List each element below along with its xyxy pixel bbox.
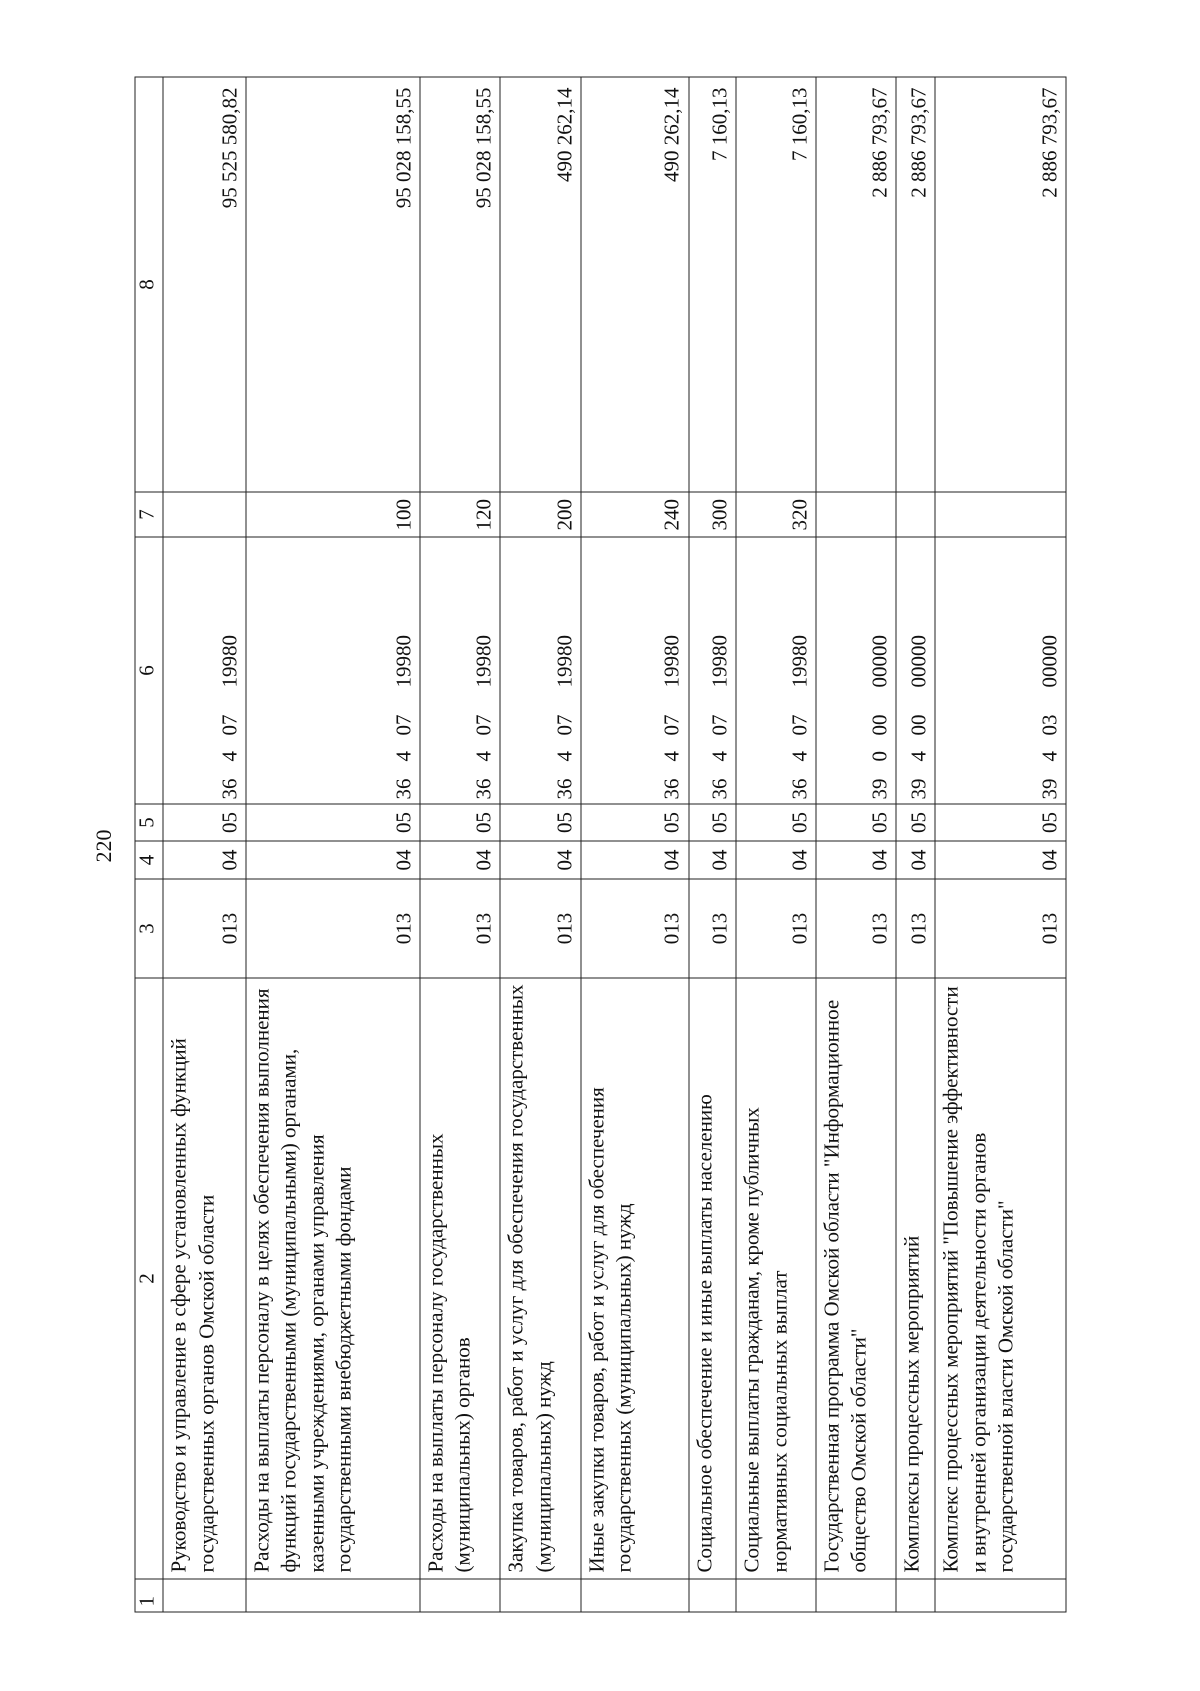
- table-row: [736, 77, 815, 1612]
- header-cell: 5: [135, 804, 163, 841]
- expense-type-code: 240: [581, 492, 689, 537]
- row-number-cell: [689, 1579, 737, 1612]
- header-cell: 3: [135, 879, 163, 978]
- ministry-code: 013: [816, 879, 896, 978]
- table-row: [816, 77, 896, 1612]
- subsection-code: 05: [935, 804, 1066, 841]
- section-code: 04: [500, 841, 580, 879]
- row-number-cell: [736, 1579, 815, 1612]
- target-article-code: 36 4 07 19980: [420, 537, 500, 804]
- amount: 2 886 793,67: [935, 77, 1066, 492]
- section-code: 04: [816, 841, 896, 879]
- row-name: Государственная программа Омской области "Информационное общество Омской области": [816, 978, 896, 1579]
- section-code: 04: [420, 841, 500, 879]
- amount: 95 028 158,55: [246, 77, 420, 492]
- target-article-code: 36 4 07 19980: [689, 537, 737, 804]
- row-number-cell: [896, 1579, 935, 1612]
- row-name: Расходы на выплаты персоналу в целях обеспечения выполнения функций государственными (муниципальными) органами, казенными учреждениями, органами управления государственными внебюджетными фондами: [246, 978, 420, 1579]
- subsection-code: 05: [816, 804, 896, 841]
- table-row: [581, 77, 689, 1612]
- section-code: 04: [736, 841, 815, 879]
- expense-type-code: [896, 492, 935, 537]
- ministry-code: 013: [163, 879, 246, 978]
- subsection-code: 05: [500, 804, 580, 841]
- row-name: Руководство и управление в сфере установленных функций государственных органов Омской области: [163, 978, 246, 1579]
- row-name: Иные закупки товаров, работ и услуг для обеспечения государственных (муниципальных) нужд: [581, 978, 689, 1579]
- section-code: 04: [163, 841, 246, 879]
- ministry-code: 013: [420, 879, 500, 978]
- amount: 490 262,14: [581, 77, 689, 492]
- budget-table: [135, 77, 1067, 1613]
- page-number: 220: [91, 829, 116, 863]
- subsection-code: 05: [689, 804, 737, 841]
- section-code: 04: [896, 841, 935, 879]
- table-row: [689, 77, 737, 1612]
- subsection-code: 05: [736, 804, 815, 841]
- header-cell: 8: [135, 77, 163, 492]
- subsection-code: 05: [581, 804, 689, 841]
- rotated-table-wrapper: [135, 78, 1067, 1613]
- amount: 7 160,13: [736, 77, 815, 492]
- amount: 7 160,13: [689, 77, 737, 492]
- table-row: [246, 77, 420, 1612]
- subsection-code: 05: [246, 804, 420, 841]
- subsection-code: 05: [896, 804, 935, 841]
- section-code: 04: [246, 841, 420, 879]
- amount: 490 262,14: [500, 77, 580, 492]
- target-article-code: 36 4 07 19980: [500, 537, 580, 804]
- amount: 2 886 793,67: [816, 77, 896, 492]
- expense-type-code: [816, 492, 896, 537]
- expense-type-code: 100: [246, 492, 420, 537]
- subsection-code: 05: [163, 804, 246, 841]
- expense-type-code: 300: [689, 492, 737, 537]
- expense-type-code: 120: [420, 492, 500, 537]
- header-cell: 2: [135, 978, 163, 1579]
- header-cell: 7: [135, 492, 163, 537]
- row-number-cell: [246, 1579, 420, 1612]
- target-article-code: 36 4 07 19980: [581, 537, 689, 804]
- amount: 95 028 158,55: [420, 77, 500, 492]
- ministry-code: 013: [896, 879, 935, 978]
- row-name: Комплексы процессных мероприятий: [896, 978, 935, 1579]
- target-article-code: 36 4 07 19980: [736, 537, 815, 804]
- ministry-code: 013: [935, 879, 1066, 978]
- expense-type-code: 200: [500, 492, 580, 537]
- expense-type-code: 320: [736, 492, 815, 537]
- table-row: [163, 77, 246, 1612]
- row-number-cell: [500, 1579, 580, 1612]
- row-number-cell: [935, 1579, 1066, 1612]
- target-article-code: 39 4 00 00000: [896, 537, 935, 804]
- target-article-code: 39 4 03 00000: [935, 537, 1066, 804]
- row-number-cell: [420, 1579, 500, 1612]
- header-row: [135, 77, 163, 1612]
- ministry-code: 013: [736, 879, 815, 978]
- ministry-code: 013: [689, 879, 737, 978]
- table-row: [896, 77, 935, 1612]
- header-cell: 6: [135, 537, 163, 804]
- subsection-code: 05: [420, 804, 500, 841]
- row-number-cell: [581, 1579, 689, 1612]
- header-cell: 4: [135, 841, 163, 879]
- expense-type-code: [935, 492, 1066, 537]
- ministry-code: 013: [500, 879, 580, 978]
- row-name: Расходы на выплаты персоналу государственных (муниципальных) органов: [420, 978, 500, 1579]
- section-code: 04: [935, 841, 1066, 879]
- row-name: Закупка товаров, работ и услуг для обеспечения государственных (муниципальных) нужд: [500, 978, 580, 1579]
- row-name: Комплекс процессных мероприятий "Повышение эффективности и внутренней организации деятельности органов государственной власти Омской области": [935, 978, 1066, 1579]
- row-name: Социальное обеспечение и иные выплаты населению: [689, 978, 737, 1579]
- target-article-code: 39 0 00 00000: [816, 537, 896, 804]
- amount: 2 886 793,67: [896, 77, 935, 492]
- section-code: 04: [581, 841, 689, 879]
- header-cell: 1: [135, 1579, 163, 1612]
- table-row: [420, 77, 500, 1612]
- row-name: Социальные выплаты гражданам, кроме публичных нормативных социальных выплат: [736, 978, 815, 1579]
- table-row: [500, 77, 580, 1612]
- expense-type-code: [163, 492, 246, 537]
- row-number-cell: [163, 1579, 246, 1612]
- ministry-code: 013: [581, 879, 689, 978]
- row-number-cell: [816, 1579, 896, 1612]
- table-row: [935, 77, 1066, 1612]
- target-article-code: 36 4 07 19980: [246, 537, 420, 804]
- ministry-code: 013: [246, 879, 420, 978]
- section-code: 04: [689, 841, 737, 879]
- amount: 95 525 580,82: [163, 77, 246, 492]
- target-article-code: 36 4 07 19980: [163, 537, 246, 804]
